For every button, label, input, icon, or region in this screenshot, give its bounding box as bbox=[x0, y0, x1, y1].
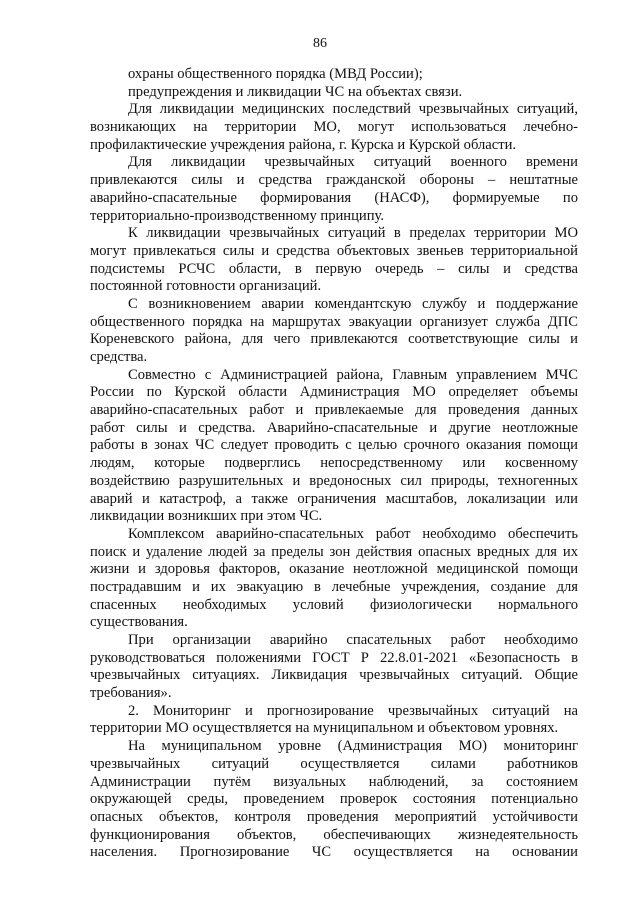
text-line: привлекаются силы и средства гражданской обороны – нештатные bbox=[90, 172, 578, 189]
text-line: работы в зонах ЧС следует проводить с целью срочного оказания помощи bbox=[90, 437, 578, 454]
text-line: чрезвычайных ситуациях. Ликвидация чрезвычайных ситуаций. Общие bbox=[90, 667, 578, 684]
text-line: Для ликвидации чрезвычайных ситуаций военного времени bbox=[128, 154, 578, 171]
text-line: людям, которые подверглись непосредственному или косвенному bbox=[90, 455, 578, 472]
text-line: жизни и здоровья факторов, оказание неотложной медицинской помощи bbox=[90, 561, 578, 578]
text-line: требования». bbox=[90, 685, 172, 702]
text-line: опасных объектов, контроля проведения мероприятий устойчивости bbox=[90, 808, 578, 825]
text-line: России по Курской области Администрация МО определяет объемы bbox=[90, 384, 578, 401]
text-line: ликвидации возникших при этом ЧС. bbox=[90, 508, 323, 525]
text-line: возникающих на территории МО, могут использоваться лечебно- bbox=[90, 119, 578, 136]
text-line: Для ликвидации медицинских последствий чрезвычайных ситуаций, bbox=[128, 101, 578, 118]
text-line: территории МО осуществляется на муниципальном и объектовом уровнях. bbox=[90, 720, 559, 737]
text-line: охраны общественного порядка (МВД России); bbox=[128, 66, 423, 82]
text-line: окружающей среды, проведением проверок состояния потенциально bbox=[90, 791, 578, 808]
text-line: При организации аварийно спасательных работ необходимо bbox=[128, 632, 578, 648]
text-line: аварийно-спасательных работ и привлекаемые для проведения данных bbox=[90, 402, 578, 419]
text-line: существования. bbox=[90, 614, 188, 631]
text-line: территориально-производственному принципу. bbox=[90, 207, 385, 224]
text-line: 2. Мониторинг и прогнозирование чрезвычайных ситуаций на bbox=[128, 702, 578, 719]
text-line: воздействию разрушительных и вредоносных сил природы, техногенных bbox=[90, 472, 578, 489]
text-line: аварийно-спасательные формирования (НАСФ), формируемые по bbox=[90, 189, 578, 206]
text-line: профилактические учреждения района, г. Курска и Курской области. bbox=[90, 136, 517, 153]
text-line: населения. Прогнозирование ЧС осуществляется на основании bbox=[90, 844, 578, 861]
text-line: чрезвычайных ситуаций осуществляется силами работников bbox=[90, 755, 578, 772]
text-line: функционирования объектов, обеспечивающих жизнедеятельность bbox=[90, 826, 578, 843]
document-body bbox=[90, 66, 578, 862]
text-line: постоянной готовности организаций. bbox=[90, 278, 322, 295]
text-line: Совместно с Администрацией района, Главным управлением МЧС bbox=[128, 366, 578, 383]
text-line: пострадавшим и их эвакуацию в лечебные учреждения, создание для bbox=[90, 578, 578, 595]
text-line: средства. bbox=[90, 349, 148, 365]
text-line: Кореневского района, для чего привлекаются соответствующие силы и bbox=[90, 331, 578, 348]
text-line: общественного порядка на маршрутах эвакуации организует служба ДПС bbox=[90, 313, 578, 330]
text-line: С возникновением аварии комендантскую службу и поддержание bbox=[128, 295, 578, 312]
text-line: Комплексом аварийно-спасательных работ необходимо обеспечить bbox=[128, 525, 578, 542]
text-line: На муниципальном уровне (Администрация МО) мониторинг bbox=[128, 738, 578, 755]
text-line: работ силы и средства. Аварийно-спасательные и другие неотложные bbox=[90, 419, 578, 436]
page-number: 86 bbox=[313, 36, 327, 51]
text-line: К ликвидации чрезвычайных ситуаций в пределах территории МО bbox=[128, 225, 578, 242]
text-line: предупреждения и ликвидации ЧС на объектах связи. bbox=[128, 83, 463, 100]
text-line: спасенных необходимых условий физиологически нормального bbox=[90, 596, 578, 613]
text-line: могут привлекаться силы и средства объектовых звеньев территориальной bbox=[90, 242, 578, 259]
text-line: подсистемы РСЧС области, в первую очередь – силы и средства bbox=[90, 260, 578, 277]
text-line: Администрации путём визуальных наблюдений, за состоянием bbox=[90, 773, 578, 790]
text-line: руководствоваться положениями ГОСТ Р 22.8.01-2021 «Безопасность в bbox=[90, 649, 578, 666]
text-line: аварий и катастроф, а также ограничения масштабов, локализации или bbox=[90, 490, 578, 507]
text-line: поиск и удаление людей за пределы зон действия опасных вредных для их bbox=[90, 543, 578, 560]
